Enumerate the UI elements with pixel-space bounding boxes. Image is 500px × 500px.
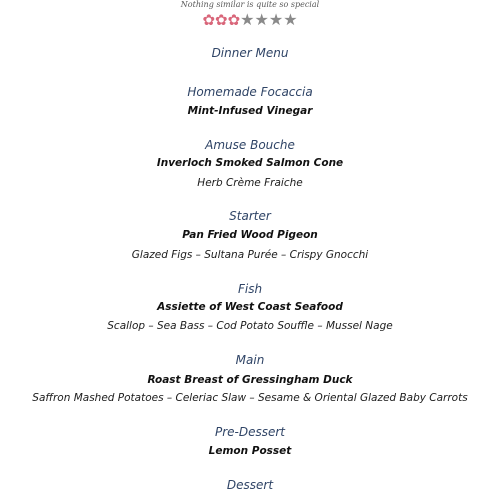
course-heading-fish: Fish [237, 282, 263, 296]
course-dish-amuse: Inverloch Smoked Salmon Cone [156, 157, 344, 169]
course-dish-pre-dessert: Lemon Posset [208, 445, 292, 457]
star-icon: ★ [268, 10, 284, 29]
course-dish-focaccia: Mint-Infused Vinegar [187, 105, 313, 117]
course-detail-amuse: Herb Crème Fraiche [197, 177, 303, 189]
course-dish-starter: Pan Fried Wood Pigeon [182, 229, 318, 241]
star-icon: ★ [283, 10, 298, 29]
course-heading-focaccia: Homemade Focaccia [187, 85, 313, 99]
course-heading-starter: Starter [229, 209, 271, 223]
rosette-icon: ✿ [202, 11, 216, 29]
tagline: Nothing similar is quite so special [180, 0, 320, 9]
course-heading-amuse: Amuse Bouche [205, 138, 295, 152]
star-icon: ★ [240, 10, 255, 29]
star-icon: ★ [254, 10, 269, 29]
course-detail-main: Saffron Mashed Potatoes – Celeriac Slaw – Sesame & Oriental Glazed Baby Carrots [32, 392, 468, 404]
menu-title: Dinner Menu [211, 46, 289, 60]
course-dish-fish: Assiette of West Coast Seafood [157, 301, 343, 313]
rating-row [0, 11, 500, 29]
course-heading-main: Main [235, 353, 265, 367]
course-heading-dessert: Dessert [226, 478, 274, 492]
course-detail-fish: Scallop – Sea Bass – Cod Potato Souffle – Mussel Nage [107, 320, 393, 332]
rosette-icon: ✿ [215, 11, 228, 29]
course-detail-starter: Glazed Figs – Sultana Purée – Crispy Gnocchi [131, 249, 369, 261]
course-dish-main: Roast Breast of Gressingham Duck [147, 374, 353, 386]
rosette-icon: ✿ [227, 11, 241, 29]
course-heading-pre-dessert: Pre-Dessert [214, 425, 286, 439]
